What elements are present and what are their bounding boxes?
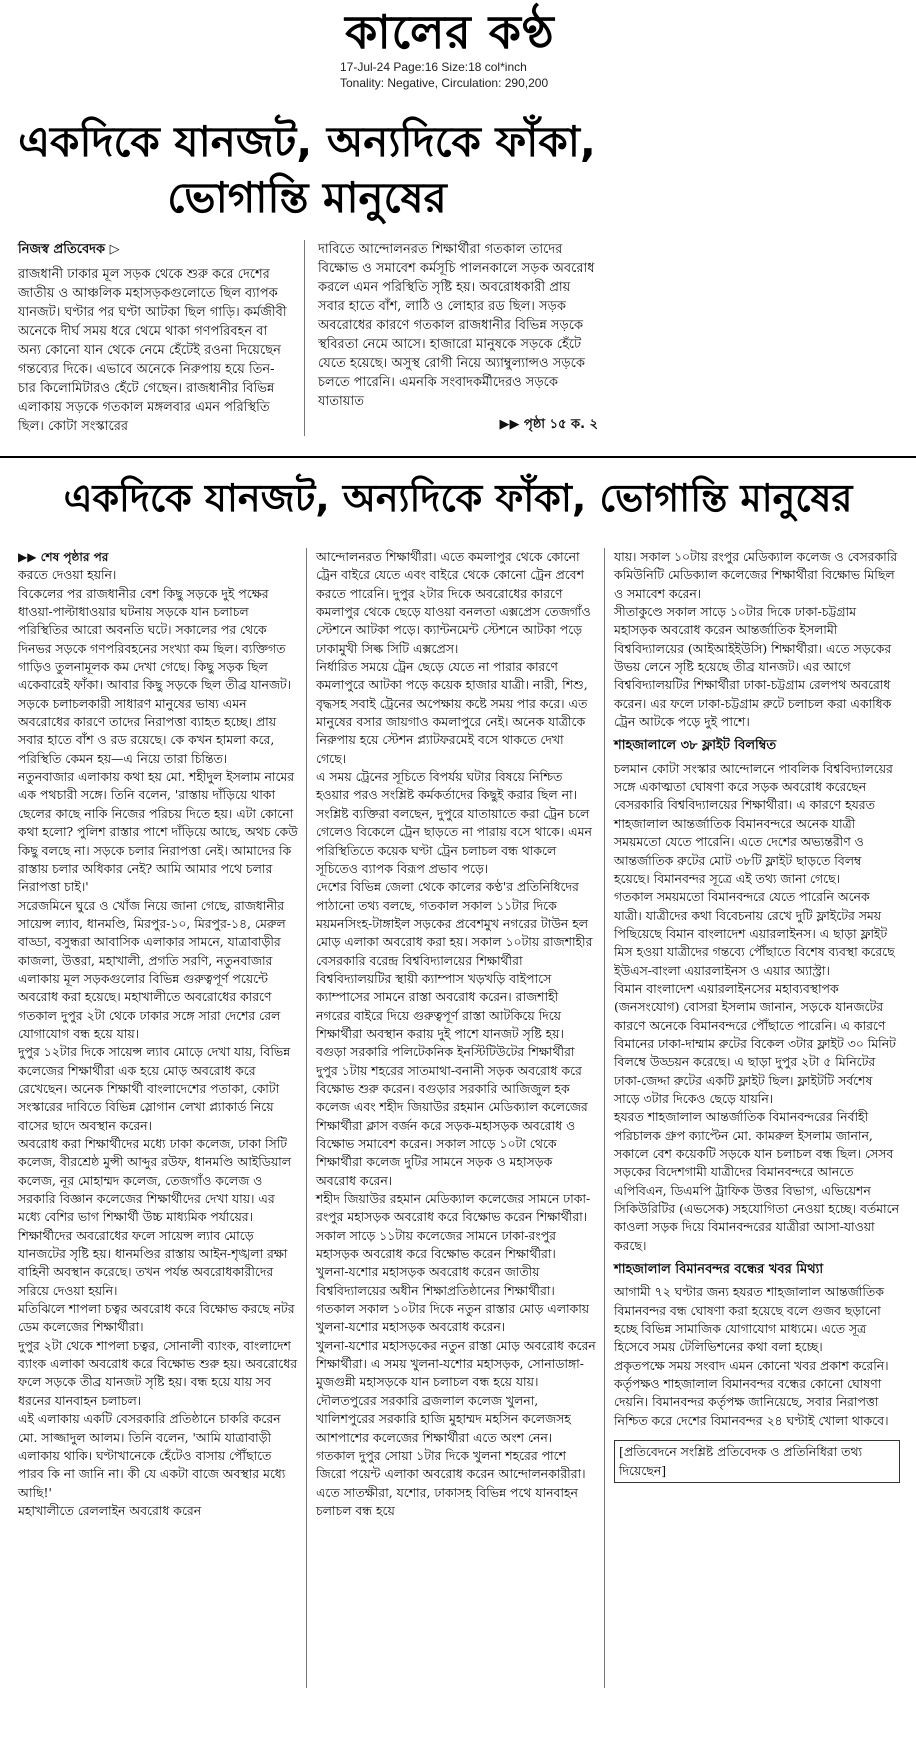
paragraph: নির্ধারিত সময়ে ট্রেন ছেড়ে যেতে না পারার কারণে কমলাপুরে আটকা পড়ে কয়েক হাজার যাত্রী। নারী, শিশু, বৃদ্ধসহ সবাই ট্রেনের অপেক্ষায় কষ্টে সময় পার করে। এত মানুষের বসার জায়গাও কমলাপুরে নেই। অনেক যাত্রীকে নিরুপায় হয়ে স্টেশন প্ল্যাটফরমেই বসে থাকতে দেখা গেছে। [316, 659, 588, 766]
paragraph: আন্দোলনরত শিক্ষার্থীরা। এতে কমলাপুর থেকে কোনো ট্রেন বাইরে যেতে এবং বাইরে থেকে কোনো ট্রেন প্রবেশ করতে পারেনি। দুপুর ২টার দিকে অবরোধের কারণে কমলাপুর থেকে ছেড়ে যাওয়া বনলতা এক্সপ্রেস তেজগাঁও স্টেশনে আটকা পড়ে। ক্যান্টনমেন্ট স্টেশনে আটকা পড়ে ঢাকামুখী সিল্ক সিটি এক্সপ্রেস। [316, 549, 591, 656]
column-divider [304, 240, 305, 436]
paragraph: হযরত শাহজালাল আন্তর্জাতিক বিমানবন্দরের নির্বাহী পরিচালক গ্রুপ ক্যাপ্টেন মো. কামরুল ইসলাম জানান, সকালে বেশ কয়েকটি সড়কে যান চলাচল বন্ধ ছিল। সেসব সড়কের বিদেশগামী যাত্রীদের বিমানবন্দরে আনতে এপিবিএন, ডিএমপি ট্রাফিক উত্তর বিভাগ, এভিয়েশন সিকিউরিটির (এভসেক) সহযোগিতা নেওয়া হচ্ছে। বর্তমানে কাওলা সড়ক দিয়ে বিমানবন্দরের যাত্রীরা আসা-যাওয়া করছে। [614, 1109, 900, 1253]
paragraph: আগামী ৭২ ঘণ্টার জন্য হযরত শাহজালাল আন্তর্জাতিক বিমানবন্দর বন্ধ ঘোষণা করা হয়েছে বলে গুজব ছড়ানো হচ্ছে বিভিন্ন সামাজিক যোগাযোগ মাধ্যমে। এতে সূত্র হিসেবে সময় টেলিভিশনের কথা বলা হচ্ছে। [614, 1284, 884, 1355]
paragraph: মহাখালীতে রেললাইন অবরোধ করেন [18, 1502, 202, 1518]
continued-headline: একদিকে যানজট, অন্যদিকে ফাঁকা, ভোগান্তি মানুষের [63, 476, 853, 520]
paragraph: সীতাকুণ্ডে সকাল সাড়ে ১০টার দিকে ঢাকা-চট্টগ্রাম মহাসড়ক অবরোধ করেন আন্তর্জাতিক ইসলামী বিশ্ববিদ্যালয়ের (আইআইইউসি) শিক্ষার্থীরা। এতে সড়কের উভয় লেনে সৃষ্টি হয়েছে তীব্র যানজট। এর আগে বিশ্ববিদ্যালয়টির শিক্ষার্থীরা ঢাকা-চট্টগ্রাম রেলপথ অবরোধ করেন। এর ফলে ঢাকা-চট্টগ্রাম রুটে চলাচল করা একাধিক ট্রেন আটকে পড়ে দুই পাশে। [614, 604, 892, 730]
paragraph: অবরোধ করা শিক্ষার্থীদের মধ্যে ঢাকা কলেজ, ঢাকা সিটি কলেজ, বীরশ্রেষ্ঠ মুন্সী আব্দুর রউফ, ধানমণ্ডি আইডিয়াল কলেজ, নূর মোহাম্মদ কলেজ, তেজগাঁও কলেজ ও সরকারি বিজ্ঞান কলেজের শিক্ষার্থীদের দেখা যায়। এর মধ্যে বেশির ভাগ শিক্ষার্থী উচ্চ মাধ্যমিক পর্যায়ের। [18, 1136, 292, 1225]
subheading-airport-rumor: শাহজালাল বিমানবন্দর বন্ধের খবর মিথ্যা [614, 1262, 824, 1278]
front-column-2-text: দাবিতে আন্দোলনরত শিক্ষার্থীরা গতকাল তাদের বিক্ষোভ ও সমাবেশ কর্মসূচি পালনকালে সড়ক অবরোধ করলে এমন পরিস্থিতি সৃষ্টি হয়। অবরোধকারী প্রায় সবার হাতে বাঁশ, লাঠি ও লোহার রড ছিল। সড়ক অবরোধের কারণে গতকাল রাজধানীর বিভিন্ন সড়কে স্থবিরতা নেমে আসে। হাজারো মানুষকে সড়কে হেঁটে যেতে হয়েছে। অসুস্থ রোগী নিয়ে অ্যাম্বুল্যান্সও সড়কে চলতে পারেনি। এমনকি সংবাদকর্মীদেরও সড়কে যাতায়াত [318, 242, 595, 409]
paragraph: এ সময় ট্রেনের সূচিতে বিপর্যয় ঘটার বিষয়ে নিশ্চিত হওয়ার পরও সংশ্লিষ্ট কর্মকর্তাদের কিছুই করার ছিল না। সংশ্লিষ্ট ব্যক্তিরা বলছেন, দুপুরে যাতায়াতে করা ট্রেন চলে গেলেও বিকেলে ট্রেন ছাড়তে না পারায় বসে থাকে। এমন পরিস্থিতিতে কয়েক ঘণ্টা ট্রেন চলাচল বন্ধ থাকলে সূচিতেও ব্যাপক বিরূপ প্রভাব পড়ে। [316, 769, 592, 876]
paragraph: দুপুর ১২টার দিকে সায়েন্স ল্যাব মোড়ে দেখা যায়, বিভিন্ন কলেজের শিক্ষার্থীরা এক হয়ে মোড় অবরোধ করে রেখেছেন। অনেক শিক্ষার্থী বাংলাদেশের পতাকা, কোটা সংস্কারের দাবিতে বিভিন্ন স্লোগান লেখা প্ল্যাকার্ড নিয়ে বাসের ছাদে অবস্থান করেন। [18, 1044, 291, 1133]
paragraph: মতিঝিলে শাপলা চত্বর অবরোধ করে বিক্ষোভ করছে নটর ডেম কলেজের শিক্ষার্থীরা। [18, 1301, 295, 1335]
masthead [0, 0, 916, 92]
paragraph: সড়কে চলাচলকারী সাধারণ মানুষের ভাষ্য এমন অবরোধের কারণে তাদের নিরাপত্তা ব্যাহত হচ্ছে। প্রায় সবার হাতে বাঁশ ও রড রয়েছে। কে কখন হামলা করে, পরিস্থিতি কেমন হয়—এ নিয়ে তারা চিন্তিত। [18, 695, 277, 766]
article-column-3 [614, 548, 900, 1483]
front-column-1 [18, 240, 290, 436]
clipping-meta-tonality: Tonality: Negative, Circulation: 290,200 [340, 76, 549, 90]
subheading-flight-delays: শাহজালালে ৩৮ ফ্লাইট বিলম্বিত [614, 738, 777, 754]
jump-reference: ▶▶ পৃষ্ঠা ১৫ ক. ২ [499, 417, 598, 432]
paragraph: বগুড়া সরকারি পলিটেকনিক ইনস্টিটিউটের শিক্ষার্থীরা দুপুর ১টায় শহরের সাতমাথা-বনানী সড়ক অবরোধ করে বিক্ষোভ শুরু করেন। বগুড়ার সরকারি আজিজুল হক কলেজ এবং শহীদ জিয়াউর রহমান মেডিক্যাল কলেজের শিক্ষার্থীরা ক্লাস বর্জন করে সড়ক-মহাসড়ক অবরোধ ও বিক্ষোভ সমাবেশ করেন। সকাল সাড়ে ১০টা থেকে শিক্ষার্থীরা কলেজ দুটির সামনে সড়ক ও মহাসড়ক অবরোধ করেন। [316, 1044, 588, 1188]
front-headline: একদিকে যানজট, অন্যদিকে ফাঁকা, ভোগান্তি মানুষের [18, 117, 596, 222]
continued-marker: ▶▶ শেষ পৃষ্ঠার পর [18, 550, 109, 564]
paragraph: এই এলাকায় একটি বেসরকারি প্রতিষ্ঠানে চাকরি করেন মো. সাজ্জাদুল আলম। তিনি বলেন, 'আমি যাত্রাবাড়ী এলাকায় থাকি। ঘণ্টাখানেকে হেঁটেও বাসায় পৌঁছাতে পারব কি না জানি না। কী যে একটা বাজে অবস্থার মধ্যে আছি!' [18, 1411, 286, 1500]
article-column-1 [18, 548, 298, 1520]
byline: নিজস্ব প্রতিবেদক ▷ [18, 242, 120, 257]
front-page-clipping [12, 100, 602, 452]
paragraph: গতকাল দুপুর সোয়া ১টার দিকে খুলনা শহরের পাশে জিরো পয়েন্ট এলাকা অবরোধ করেন আন্দোলনকারীরা। এতে সাতক্ষীরা, যশোর, ঢাকাসহ বিভিন্ন পথে যানবাহন চলাচল বন্ধ হয়ে [316, 1447, 586, 1518]
paragraph: বিমান বাংলাদেশ এয়ারলাইনসের মহাব্যবস্থাপক (জনসংযোগ) বোসরা ইসলাম জানান, সড়কে যানজটের কারণে অনেকে বিমানবন্দরে পৌঁছাতে পারেনি। এ কারণে বিমানের ঢাকা-দাম্মাম রুটের বিকেল ৩টার ফ্লাইট ৩০ মিনিট বিলম্বে উড্ডয়ন করেছে। এ ছাড়া দুপুর ২টা ৫ মিনিটের ঢাকা-জেদ্দা রুটের একটি ফ্লাইট ছিল। ফ্লাইটটি সর্বশেষ সাড়ে ৩টার দিকেও ছেড়ে যায়নি। [614, 980, 896, 1106]
paragraph: দুপুর ২টা থেকে শাপলা চত্বর, সোনালী ব্যাংক, বাংলাদেশ ব্যাংক এলাকা অবরোধ করে বিক্ষোভ শুরু হয়। অবরোধের ফলে সড়কে তীব্র যানজট সৃষ্টি হয়। বন্ধ হয়ে যায় সব ধরনের যানবাহন চলাচল। [18, 1337, 298, 1408]
front-column-1-text: রাজধানী ঢাকার মূল সড়ক থেকে শুরু করে দেশের জাতীয় ও আঞ্চলিক মহাসড়কগুলোতে ছিল ব্যাপক যানজট। ঘণ্টার পর ঘণ্টা আটকা ছিল গাড়ি। কর্মজীবী অনেকে দীর্ঘ সময় ধরে থেমে থাকা গণপরিবহন বা অন্য কোনো যান থেকে নেমে হেঁটেই রওনা দিয়েছেন গন্তব্যের দিকে। এভাবে অনেকে নিরুপায় হয়ে তিন-চার কিলোমিটারও হেঁটে গেছেন। রাজধানীর বিভিন্ন এলাকায় সড়কে গতকাল মঙ্গলবার এমন পরিস্থিতি ছিল। কোটা সংস্কারের [18, 267, 287, 434]
paragraph: যায়। সকাল ১০টায় রংপুর মেডিক্যাল কলেজ ও বেসরকারি কমিউনিটি মেডিক্যাল কলেজের শিক্ষার্থীরা বিক্ষোভ মিছিল ও সমাবেশ করেন। [614, 549, 898, 601]
paragraph: খুলনা-যশোর মহাসড়ক অবরোধ করেন জাতীয় বিশ্ববিদ্যালয়ের অধীন শিক্ষাপ্রতিষ্ঠানের শিক্ষার্থীরা। গতকাল সকাল ১০টার দিকে নতুন রাস্তার মোড় এলাকায় খুলনা-যশোর মহাসড়ক অবরোধ করেন। [316, 1264, 590, 1335]
paragraph: দেশের বিভিন্ন জেলা থেকে কালের কণ্ঠ'র প্রতিনিধিদের পাঠানো তথ্য বলছে, গতকাল সকাল ১১টার দিকে ময়মনসিংহ-টাঙ্গাইল সড়কের প্রবেশমুখ নগরের টাউন হল মোড় এলাকা অবরোধ করা হয়। সকাল ১০টায় রাজশাহীর বেসরকারি বরেন্দ্র বিশ্ববিদ্যালয়ের শিক্ষার্থীরা বিশ্ববিদ্যালয়টির স্থায়ী ক্যাম্পাস খড়খড়ি বাইপাসে ক্যাম্পাসের সামনে রাস্তা অবরোধ করেন। রাজশাহী নগরের বাইরে দিয়ে গুরুত্বপূর্ণ রাস্তা আটকিয়ে দিয়ে শিক্ষার্থীরা অবস্থান করায় দুই পাশে যানজট সৃষ্টি হয়। [316, 879, 593, 1041]
newspaper-logo: কালের কণ্ঠ [345, 5, 555, 59]
paragraph: শিক্ষার্থীদের অবরোধের ফলে সায়েন্স ল্যাব মোড়ে যানজটের সৃষ্টি হয়। ধানমণ্ডির রাস্তায় আইন-শৃঙ্খলা রক্ষা বাহিনী অবস্থান করেছে। তখন পর্যন্ত অবরোধকারীদের সরিয়ে দেওয়া হয়নি। [18, 1227, 288, 1298]
reporter-credit: [প্রতিবেদনে সংশ্লিষ্ট প্রতিবেদক ও প্রতিনিধিরা তথ্য দিয়েছেন] [614, 1440, 900, 1483]
paragraph: প্রকৃতপক্ষে সময় সংবাদ এমন কোনো খবর প্রকাশ করেনি। কর্তৃপক্ষও শাহজালাল বিমানবন্দর বন্ধের কোনো ঘোষণা দেয়নি। বিমানবন্দর কর্তৃপক্ষ জানিয়েছে, সবার নিরাপত্তা নিশ্চিত করে দেশের বিমানবন্দর ২৪ ঘণ্টাই খোলা থাকবে। [614, 1357, 889, 1428]
paragraph: করতে দেওয়া হয়নি। [18, 567, 117, 583]
article-column-2 [316, 548, 596, 1520]
column-divider [306, 548, 307, 1688]
paragraph: নতুনবাজার এলাকায় কথা হয় মো. শহীদুল ইসলাম নামের এক পথচারী সঙ্গে। তিনি বলেন, 'রাস্তায় দাঁড়িয়ে থাকা ছেলের কাছে নাকি নিজের পরিচয় দিতে হয়। এটা কোনো কথা হলো? পুলিশ রাস্তার পাশে দাঁড়িয়ে আছে, অথচ কেউ কিছু বলছে না। সড়কে চলার নিরাপত্তা নেই। আমাদের কি রাস্তায় চলার অধিকার নেই? আমি আমার পথে চলার নিরাপত্তা চাই।' [18, 769, 298, 895]
front-column-2 [318, 240, 598, 434]
paragraph: গতকাল সময়মতো বিমানবন্দরে যেতে পারেনি অনেক যাত্রী। যাত্রীদের কথা বিবেচনায় রেখে দুটি ফ্লাইটের সময় পিছিয়েছে বিমান বাংলাদেশ এয়ারলাইনস। এ ছাড়া ফ্লাইট মিস হওয়া যাত্রীদের গন্তব্যে পৌঁছাতে বিশেষ ব্যবস্থা করেছে ইউএস-বাংলা এয়ারলাইনস ও এয়ার অ্যাস্ট্রা। [614, 889, 895, 978]
clipping-meta-date-page: 17-Jul-24 Page:16 Size:18 col*inch [340, 60, 527, 74]
paragraph: সরেজমিনে ঘুরে ও খোঁজ নিয়ে জানা গেছে, রাজধানীর সায়েন্স ল্যাব, ধানমণ্ডি, মিরপুর-১০, মিরপুর-১৪, মেরুল বাড্ডা, বসুন্ধরা আবাসিক এলাকার সামনে, যাত্রাবাড়ীর কাজলা, উত্তরা, মহাখালী, প্রগতি সরণি, নতুনবাজার এলাকায় মূল সড়কগুলোর বিভিন্ন গুরুত্বপূর্ণ পয়েন্টে অবরোধ করা হয়েছে। মহাখালীতে অবরোধের কারণে গতকাল দুপুর ২টা থেকে ঢাকার সঙ্গে সারা দেশের রেল যোগাযোগ বন্ধ হয়ে যায়। [18, 897, 286, 1041]
clipping-separator [0, 456, 916, 458]
paragraph: খুলনা-যশোর মহাসড়কের নতুন রাস্তা মোড় অবরোধ করেন শিক্ষার্থীরা। এ সময় খুলনা-যশোর মহাসড়ক, সোনাডাঙ্গা-মুজগুন্নী মহাসড়কে যান চলাচল বন্ধ হয়ে যায়। দৌলতপুরের সরকারি ব্রজলাল কলেজ খুলনা, খালিশপুরের সরকারি হাজি মুহাম্মদ মহসিন কলেজসহ আশপাশের কলেজের শিক্ষার্থীরা এতে অংশ নেন। [316, 1337, 596, 1445]
column-divider [604, 548, 605, 1688]
paragraph: শহীদ জিয়াউর রহমান মেডিক্যাল কলেজের সামনে ঢাকা-রংপুর মহাসড়ক অবরোধ করে বিক্ষোভ করেন শিক্ষার্থীরা। সকাল সাড়ে ১১টায় কলেজের সামনে ঢাকা-রংপুর মহাসড়ক অবরোধ করে বিক্ষোভ করেন শিক্ষার্থীরা। [316, 1191, 591, 1262]
paragraph: বিকেলের পর রাজধানীর বেশ কিছু সড়কে দুই পক্ষের ধাওয়া-পাল্টাধাওয়ার ঘটনায় সড়কে যান চলাচল পরিস্থিতির আরো অবনতি ঘটে। সকালের পর থেকে দিনভর সড়কে গণপরিবহনের সংখ্যা কম ছিল। ব্যক্তিগত গাড়িও তুলনামূলক কম দেখা গেছে। কিছু সড়ক ছিল একেবারেই ফাঁকা। আবার কিছু সড়কে ছিল তীব্র যানজট। [18, 585, 292, 693]
paragraph: চলমান কোটা সংস্কার আন্দোলনে পাবলিক বিশ্ববিদ্যালয়ের সঙ্গে একাত্মতা ঘোষণা করে সড়ক অবরোধ করেছেন বেসরকারি বিশ্ববিদ্যালয়ের শিক্ষার্থীরা। এ কারণে হযরত শাহজালাল আন্তর্জাতিক বিমানবন্দরে অনেক যাত্রী সময়মতো যেতে পারেনি। এতে দেশের অভ্যন্তরীণ ও আন্তর্জাতিক রুটের মোট ৩৮টি ফ্লাইট ছাড়তে বিলম্ব হয়েছে। বিমানবন্দর সূত্রে এই তথ্য জানা গেছে। [614, 760, 893, 886]
